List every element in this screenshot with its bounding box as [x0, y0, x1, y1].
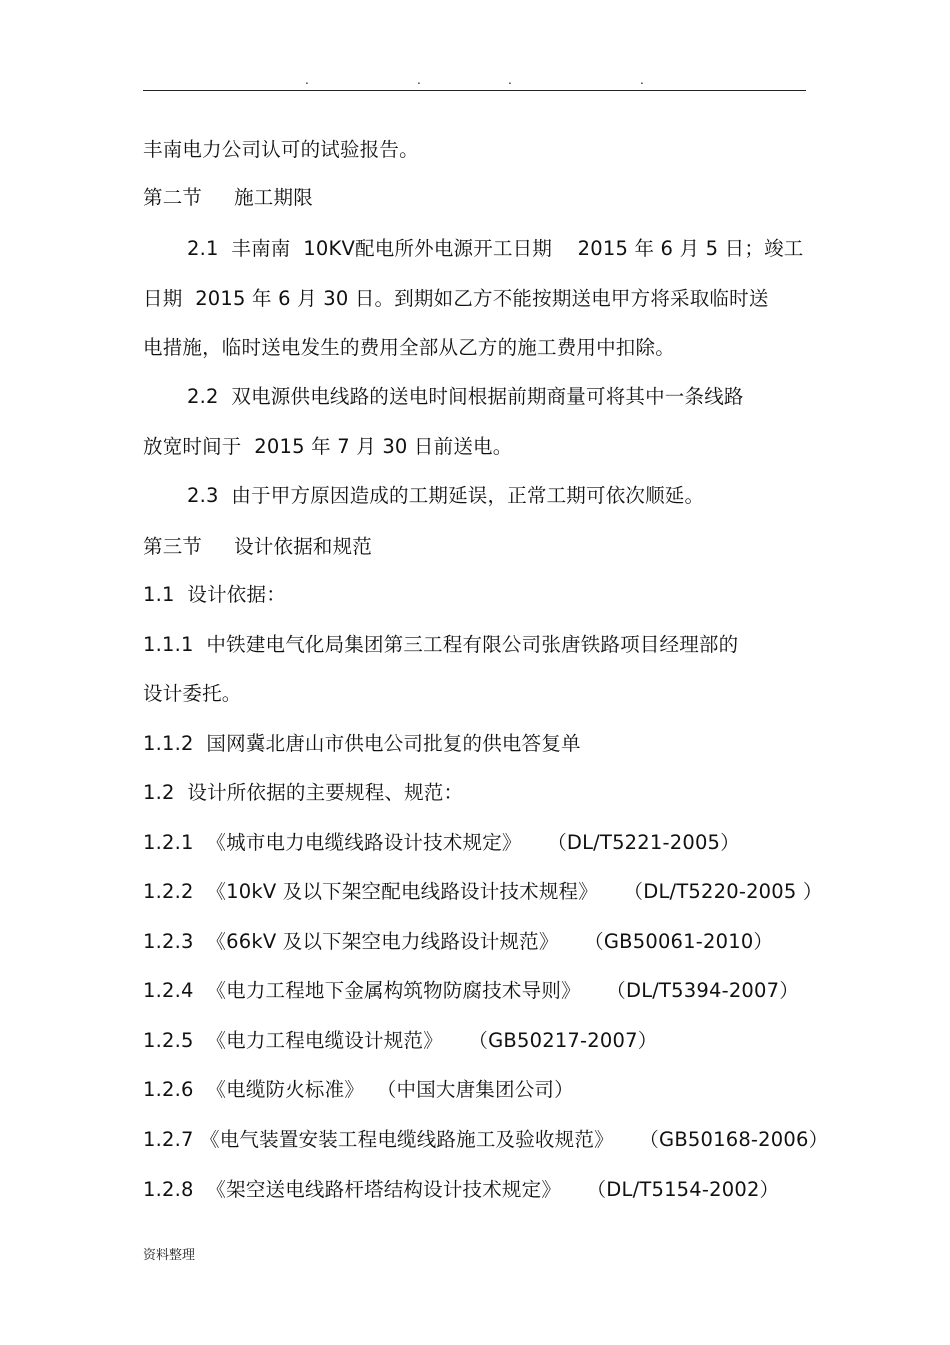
body-line: 1.1.1 中铁建电气化局集团第三工程有限公司张唐铁路项目经理部的: [143, 633, 739, 656]
standard-item: 1.2.4 《电力工程地下金属构筑物防腐技术导则》 （DL/T5394-2007）: [143, 979, 799, 1002]
header-dot: .: [640, 73, 644, 87]
body-line: 1.2 设计所依据的主要规程、规范：: [143, 781, 464, 804]
body-line: 日期 2015 年 6 月 30 日。到期如乙方不能按期送电甲方将采取临时送: [143, 287, 769, 310]
body-line: 电措施，临时送电发生的费用全部从乙方的施工费用中扣除。: [143, 336, 675, 359]
standard-item: 1.2.3 《66kV 及以下架空电力线路设计规范》 （GB50061-2010）: [143, 930, 774, 953]
body-line: 1.1 设计依据：: [143, 583, 286, 606]
page-footer: 资料整理: [143, 1248, 196, 1263]
body-line: 设计委托。: [143, 682, 242, 705]
header-dot: .: [508, 73, 512, 87]
section-heading: 第二节 施工期限: [143, 186, 313, 209]
body-line: 放宽时间于 2015 年 7 月 30 日前送电。: [143, 435, 513, 458]
standard-item: 1.2.5 《电力工程电缆设计规范》 （GB50217-2007）: [143, 1029, 658, 1052]
standard-item: 1.2.6 《电缆防火标准》 （中国大唐集团公司）: [143, 1078, 574, 1101]
section-heading: 第三节 设计依据和规范: [143, 535, 372, 558]
page-header-dots: [0, 74, 950, 88]
header-dot: .: [305, 73, 309, 87]
body-line: 1.1.2 国网冀北唐山市供电公司批复的供电答复单: [143, 732, 581, 755]
standard-item: 1.2.1 《城市电力电缆线路设计技术规定》 （DL/T5221-2005）: [143, 831, 740, 854]
body-line: 丰南电力公司认可的试验报告。: [143, 138, 419, 161]
standard-item: 1.2.7 《电气装置安装工程电缆线路施工及验收规范》 （GB50168-2006）: [143, 1128, 829, 1151]
body-line: 2.3 由于甲方原因造成的工期延误，正常工期可依次顺延。: [187, 484, 705, 507]
standard-item: 1.2.2 《10kV 及以下架空配电线路设计技术规程》 （DL/T5220-2005 ）: [143, 880, 823, 903]
header-rule: [143, 90, 806, 91]
body-line: 2.2 双电源供电线路的送电时间根据前期商量可将其中一条线路: [187, 385, 744, 408]
header-dot: .: [417, 73, 421, 87]
body-line: 2.1 丰南南 10KV配电所外电源开工日期 2015 年 6 月 5 日；竣工: [187, 237, 804, 260]
standard-item: 1.2.8 《架空送电线路杆塔结构设计技术规定》 （DL/T5154-2002）: [143, 1178, 780, 1201]
